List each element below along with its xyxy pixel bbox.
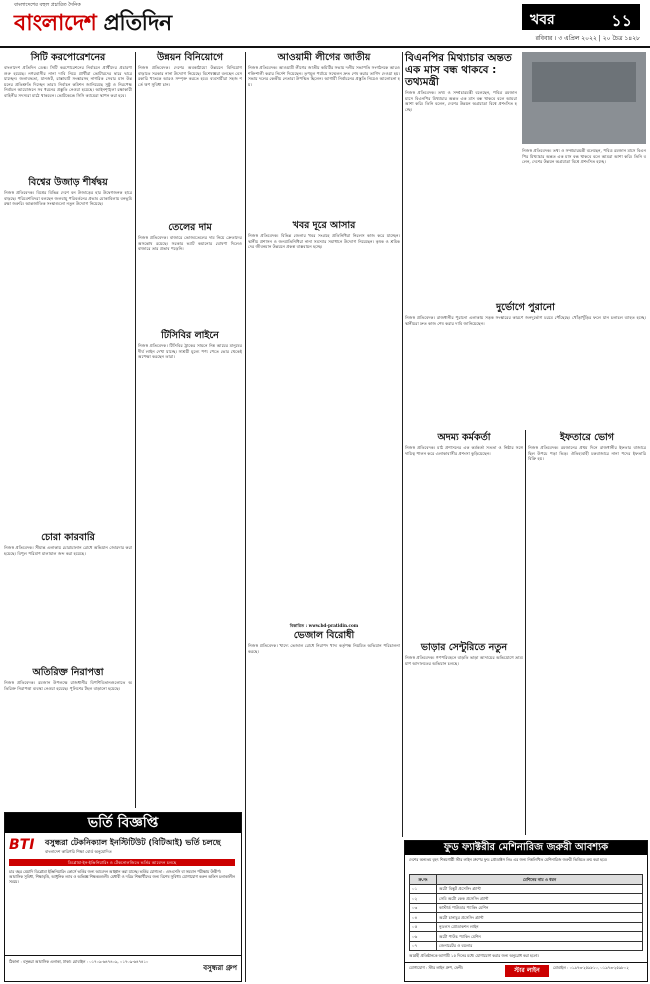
institute-sub: বাংলাদেশ কারিগরি শিক্ষা বোর্ড অনুমোদিত bbox=[45, 849, 112, 854]
ad-banner: ডিপ্লোমা-ইন-ইঞ্জিনিয়ারিং ও টেকনোলজিতে ভর্তির আবেদন চলছে bbox=[9, 859, 235, 866]
article-body: নিজস্ব প্রতিবেদক। রমজান উপলক্ষে রাজধানীর বিপণিবিতানগুলোতে অতিরিক্ত নিরাপত্তা ব্যবস্থা নেওয়া হয়েছে। পুলিশের টহল বাড়ানো হয়েছে। bbox=[4, 680, 132, 691]
headline: অদম্য কর্মকর্তা bbox=[437, 432, 491, 443]
col-header-name: মেশিনের নাম ও ধরন bbox=[437, 875, 643, 885]
article-fare[interactable] bbox=[405, 640, 523, 835]
article-body: নিজস্ব প্রতিবেদক। সীমান্ত এলাকায় চোরাচালান রোধে অভিযান জোরদার করা হয়েছে। বিপুল পরিমাণ মালামাল জব্দ করা হয়েছে। bbox=[4, 545, 132, 556]
article-body: নিজস্ব প্রতিবেদক। মাঠ প্রশাসনের এক কর্মকর্তা সততা ও নিষ্ঠার সঙ্গে দায়িত্ব পালন করে এলাকাবাসীর প্রশংসা কুড়িয়েছেন। bbox=[405, 445, 523, 456]
row-machine-name: নুডলস প্রোডাকশন লাইন bbox=[437, 922, 643, 932]
article-suffering[interactable] bbox=[405, 300, 646, 425]
table-row bbox=[410, 884, 643, 894]
headline: ভাড়ার সেন্টুরিতে নতুন bbox=[420, 642, 508, 653]
article-iftar[interactable] bbox=[528, 430, 646, 840]
logo-part2: প্রতিদিন bbox=[96, 11, 172, 36]
article-body: নিজস্ব প্রতিবেদক। রমজানের প্রথম দিনে রাজধানীর ইফতার বাজারে ছিল উপচে পড়া ভিড়। ঐতিহ্যবাহী চকবাজারে নানা পদের ইফতারি বিক্রি হয়। bbox=[528, 445, 646, 462]
column-rule bbox=[135, 52, 136, 808]
date-gregorian: রবিবার । ৩ এপ্রিল ২০২২ bbox=[535, 35, 597, 42]
ad-intro: দেশের অন্যতম বৃহৎ শিল্পগোষ্ঠী স্টার লাইন গ্রুপের ফুড প্রোডাক্টস লিঃ এর জন্য নিম্নলিখিত মেশিনারিজ জরুরী ভিত্তিতে ক্রয় করা হবে। bbox=[409, 857, 608, 862]
page-number: ১১ bbox=[611, 11, 632, 30]
article-body: নিজস্ব প্রতিবেদক। গণপরিবহনে বাড়তি ভাড়া আদায়ের অভিযোগে ভ্রাম্যমাণ আদালতের অভিযান চলছে। bbox=[405, 655, 523, 666]
article-adulteration[interactable] bbox=[248, 628, 400, 973]
section-name: খবর bbox=[530, 12, 555, 28]
headline: উন্নয়ন বিনিয়োগে bbox=[156, 52, 223, 63]
row-machine-name: অটো পাউচ প্যাকিং মেশিন bbox=[437, 932, 643, 942]
article-security[interactable] bbox=[4, 665, 132, 808]
logo-part1: বাংলাদেশ bbox=[14, 11, 97, 36]
headline: আওয়ামী লীগের জাতীয় bbox=[277, 52, 371, 63]
ad-footer bbox=[405, 962, 647, 981]
article-body: নিজস্ব প্রতিবেদক। টিসিবির ট্রাকের সামনে নিম্ন আয়ের মানুষের দীর্ঘ লাইন দেখা যাচ্ছে। সাশ্রয়ী মূল্যে পণ্য পেতে ভোর থেকেই অপেক্ষা করছেন তারা। bbox=[138, 343, 242, 360]
article-news-far[interactable] bbox=[248, 218, 400, 631]
headline: সিটি করপোরেশনের bbox=[30, 52, 106, 63]
row-machine-name: সেমি অটো কেক প্রসেসিং প্ল্যান্ট bbox=[437, 894, 643, 904]
article-city-corp[interactable] bbox=[4, 50, 132, 181]
row-machine-name: কাস্টার্ড পাউডার প্যাকিং মেশিন bbox=[437, 903, 643, 913]
table-row bbox=[410, 922, 643, 932]
table-row bbox=[410, 894, 643, 904]
article-awami-league[interactable] bbox=[248, 50, 400, 215]
article-body: নিজস্ব প্রতিবেদক। দেশের অবকাঠামো উন্নয়নে বিনিয়োগ বাড়াতে সরকার নানা উদ্যোগ নিয়েছে। বিশেষজ্ঞরা বলছেন বেসরকারি খাতকে আরও সম্পৃক্ত করতে হবে। ব্যবসায়ীরা সহজ শর্তে ঋণ সুবিধা চান। bbox=[138, 65, 242, 87]
col-header-no: ক্র.নং bbox=[410, 875, 437, 885]
masthead bbox=[0, 0, 650, 48]
ad-contact: ঠিকানা : বসুন্ধরা আবাসিক এলাকা, ঢাকা। মোবাইল : ০১৭০৯-৬৪৭৪০৯, ০১৭০৯-৬৪৭৪১০ bbox=[9, 959, 149, 964]
institute-name: বসুন্ধরা টেকনিক্যাল ইনস্টিটিউট (বিটিআই) ভর্তি চলছে bbox=[45, 838, 221, 847]
article-body: নিজস্ব প্রতিবেদক। বিশ্বের বিভিন্ন দেশে বন উজাড়ের হার উদ্বেগজনক হারে বাড়ছে। পরিবেশবিদরা বলছেন জলবায়ু পরিবর্তনের প্রভাব মোকাবিলায় বনভূমি রক্ষা জরুরি। আন্তর্জাতিক সংস্থাগুলো নতুন উদ্যোগ নিয়েছে। bbox=[4, 190, 132, 207]
ad-heading: ভর্তি বিজ্ঞপ্তি bbox=[5, 813, 241, 833]
photo-caption: নিজস্ব প্রতিবেদক। তথ্য ও সম্প্রচারমন্ত্রী বলেছেন, পবিত্র রমজান মাসে বিএনপির মিথ্যাচার অন্তত এক মাস বন্ধ থাকবে বলে আমরা আশা করি। তিনি বলেন, দেশের উন্নয়ন অগ্রযাত্রা বিশ্বে প্রশংসিত হচ্ছে। bbox=[522, 148, 646, 165]
photo-caption-block bbox=[522, 148, 646, 193]
masthead-tagline: বাংলাদেশের বহুল প্রচারিত দৈনিক bbox=[14, 2, 81, 8]
star-line-logo: স্টার লাইন bbox=[505, 965, 549, 977]
row-machine-name: জেনারেটর ও বয়লার bbox=[437, 941, 643, 951]
row-number: ০১ bbox=[410, 884, 437, 894]
row-machine-name: অটো চানাচুর প্রসেসিং প্ল্যান্ট bbox=[437, 913, 643, 923]
row-number: ০২ bbox=[410, 894, 437, 904]
ad-contact: যোগাযোগ : স্টার লাইন গ্রুপ, ফেনী। bbox=[409, 965, 464, 970]
headline: বিএনপির মিথ্যাচার অন্তত এক মাস বন্ধ থাকবে : তথ্যমন্ত্রী bbox=[405, 52, 512, 88]
ad-heading: ফুড ফ্যাক্টরীর মেশিনারিজ জরুরী আবশ্যক bbox=[405, 841, 647, 855]
machinery-table bbox=[409, 874, 643, 951]
article-officer[interactable] bbox=[405, 430, 523, 635]
table-row bbox=[410, 932, 643, 942]
section-box bbox=[522, 4, 640, 30]
article-oil[interactable] bbox=[138, 220, 242, 325]
ad-note: আগ্রহী প্রতিষ্ঠানকে আগামী ১৫ দিনের মধ্যে যোগাযোগ করার জন্য অনুরোধ করা হলো। bbox=[409, 953, 539, 958]
headline: ভেজাল বিরোধী bbox=[293, 630, 355, 641]
article-body: নিজস্ব প্রতিবেদক। আওয়ামী লীগের জাতীয় কমিটির সভায় দলীয় সভাপতি সংগঠনকে আরও শক্তিশালী করার নির্দেশ দিয়েছেন। তৃণমূল পর্যায়ে সম্মেলন দ্রুত শেষ করার তাগিদ দেওয়া হয়। সভায় দলের কেন্দ্রীয় নেতারা উপস্থিত ছিলেন। আগামী নির্বাচনের প্রস্তুতি নিয়েও আলোচনা হয়। bbox=[248, 65, 400, 87]
article-body: নিজস্ব প্রতিবেদক। তথ্য ও সম্প্রচারমন্ত্রী বলেছেন, পবিত্র রমজান মাসে বিএনপির মিথ্যাচার অন্তত এক মাস বন্ধ থাকবে বলে আমরা আশা করি। তিনি বলেন, দেশের উন্নয়ন অগ্রযাত্রা বিশ্বে প্রশংসিত হচ্ছে। bbox=[405, 90, 517, 112]
headline: দুর্ভোগে পুরানো bbox=[496, 302, 555, 313]
article-body: নিজস্ব প্রতিবেদক। বাজারে ভোজ্যতেলের দাম নিয়ে ক্রেতাদের অসন্তোষ রয়েছে। সরকার ভ্যাট কমানোর ঘোষণা দিলেও বাজারে তার প্রভাব পড়েনি। bbox=[138, 235, 242, 252]
column-rule bbox=[525, 430, 526, 835]
table-row bbox=[410, 941, 643, 951]
bti-logo: BTI bbox=[9, 837, 35, 853]
website-link[interactable]: বিস্তারিত : www.bd-pratidin.com bbox=[289, 623, 359, 628]
headline: টিসিবির লাইনে bbox=[161, 330, 219, 341]
ad-details: চার বছর মেয়াদি ডিপ্লোমা ইঞ্জিনিয়ারিং কোর্সে ভর্তির জন্য আবেদন আহ্বান করা যাচ্ছে। ভর্তির যোগ্যতা : এসএসসি বা সমমান পরীক্ষায় উত্তীর্ণ। আবাসিক সুবিধা, শিক্ষাবৃত্তি, আধুনিক ল্যাব ও অভিজ্ঞ শিক্ষকমণ্ডলী। মেধাবী ও দরিদ্র শিক্ষার্থীদের জন্য বিশেষ সুবিধা। যোগাযোগ করুন অফিস চলাকালীন সময়ে। bbox=[9, 869, 235, 885]
article-investment[interactable] bbox=[138, 50, 242, 215]
ad-footer bbox=[5, 955, 241, 982]
table-row bbox=[410, 913, 643, 923]
column-rule bbox=[245, 52, 246, 982]
article-smuggler[interactable] bbox=[4, 530, 132, 665]
row-number: ০৬ bbox=[410, 932, 437, 942]
headline: অতিরিক্ত নিরাপত্তা bbox=[32, 667, 104, 678]
article-body: বাংলাদেশ প্রতিদিন ডেস্ক। সিটি করপোরেশনের নির্বাচনে প্রার্থীদের প্রচারণা শুরু হয়েছে। নগরবাসীর নানা দাবি নিয়ে প্রার্থীরা ভোটারদের দ্বারে দ্বারে যাচ্ছেন। জলাবদ্ধতা, যানজট, রাস্তাঘাট সংস্কারসহ নাগরিক সেবার মান উন্নয়নের প্রতিশ্রুতি দিচ্ছেন তারা। নির্বাচন কমিশন জানিয়েছে সুষ্ঠু ও নিরপেক্ষ নির্বাচন আয়োজনে সব ধরনের প্রস্তুতি নেওয়া হয়েছে। আইনশৃঙ্খলা রক্ষাকারী বাহিনীর সদস্যরা মাঠে থাকবেন। ভোটকেন্দ্রে সিসি ক্যামেরা স্থাপন করা হবে। bbox=[4, 65, 132, 98]
article-body: নিজস্ব প্রতিবেদক। বিভিন্ন জেলার খবর সংগ্রহে প্রতিনিধিরা নিরলস কাজ করে যাচ্ছেন। স্থানীয় প্রশাসন ও জনপ্রতিনিধিরা নানা সমস্যার সমাধানে উদ্যোগ নিয়েছেন। কৃষক ও শ্রমিকদের জীবনমান উন্নয়নে প্রকল্প বাস্তবায়ন হচ্ছে। bbox=[248, 233, 400, 250]
table-row bbox=[410, 903, 643, 913]
article-body: নিজস্ব প্রতিবেদক। খাদ্যে ভেজাল রোধে নিরাপদ খাদ্য কর্তৃপক্ষ নিয়মিত অভিযান পরিচালনা করছে। bbox=[248, 643, 400, 654]
headline: বিশ্বের উজাড় শীর্ষদ্বয় bbox=[28, 177, 108, 188]
row-machine-name: অটো বিস্কুট প্রসেসিং প্ল্যান্ট bbox=[437, 884, 643, 894]
machinery-ad[interactable] bbox=[404, 840, 648, 982]
article-tcb[interactable] bbox=[138, 328, 242, 813]
row-number: ০৪ bbox=[410, 913, 437, 923]
admission-ad[interactable] bbox=[4, 812, 242, 982]
row-number: ০৫ bbox=[410, 922, 437, 932]
ad-mobile: মোবাইল : ০১৯৭৩-২৫৯৮১০, ০১৯৭৩-২৫৯৮০২ bbox=[553, 965, 629, 970]
headline: চোরা কারবারি bbox=[41, 532, 95, 543]
article-forest[interactable] bbox=[4, 175, 132, 530]
headline: ইফতারে ভোগ bbox=[559, 432, 615, 443]
column-rule bbox=[402, 52, 403, 837]
issue-date: রবিবার । ৩ এপ্রিল ২০২২ | ২০ চৈত্র ১৪২৮ bbox=[535, 35, 640, 42]
row-number: ০৭ bbox=[410, 941, 437, 951]
article-body: নিজস্ব প্রতিবেদক। রাজধানীর পুরানো এলাকায় সড়ক সংস্কারের কারণে জনদুর্ভোগ চরমে পৌঁছেছে। খোঁড়াখুঁড়ির ফলে যান চলাচল ব্যাহত হচ্ছে। স্থানীয়রা দ্রুত কাজ শেষ করার দাবি জানিয়েছেন। bbox=[405, 315, 646, 326]
group-logo: বসুন্ধরা গ্রুপ bbox=[203, 964, 237, 972]
photo-people bbox=[532, 62, 636, 102]
headline: খবর দূরে আসার bbox=[292, 220, 356, 231]
newspaper-logo[interactable] bbox=[14, 6, 172, 43]
date-bengali: ২০ চৈত্র ১৪২৮ bbox=[602, 35, 640, 42]
row-number: ০৩ bbox=[410, 903, 437, 913]
headline: তেলের দাম bbox=[168, 222, 212, 233]
